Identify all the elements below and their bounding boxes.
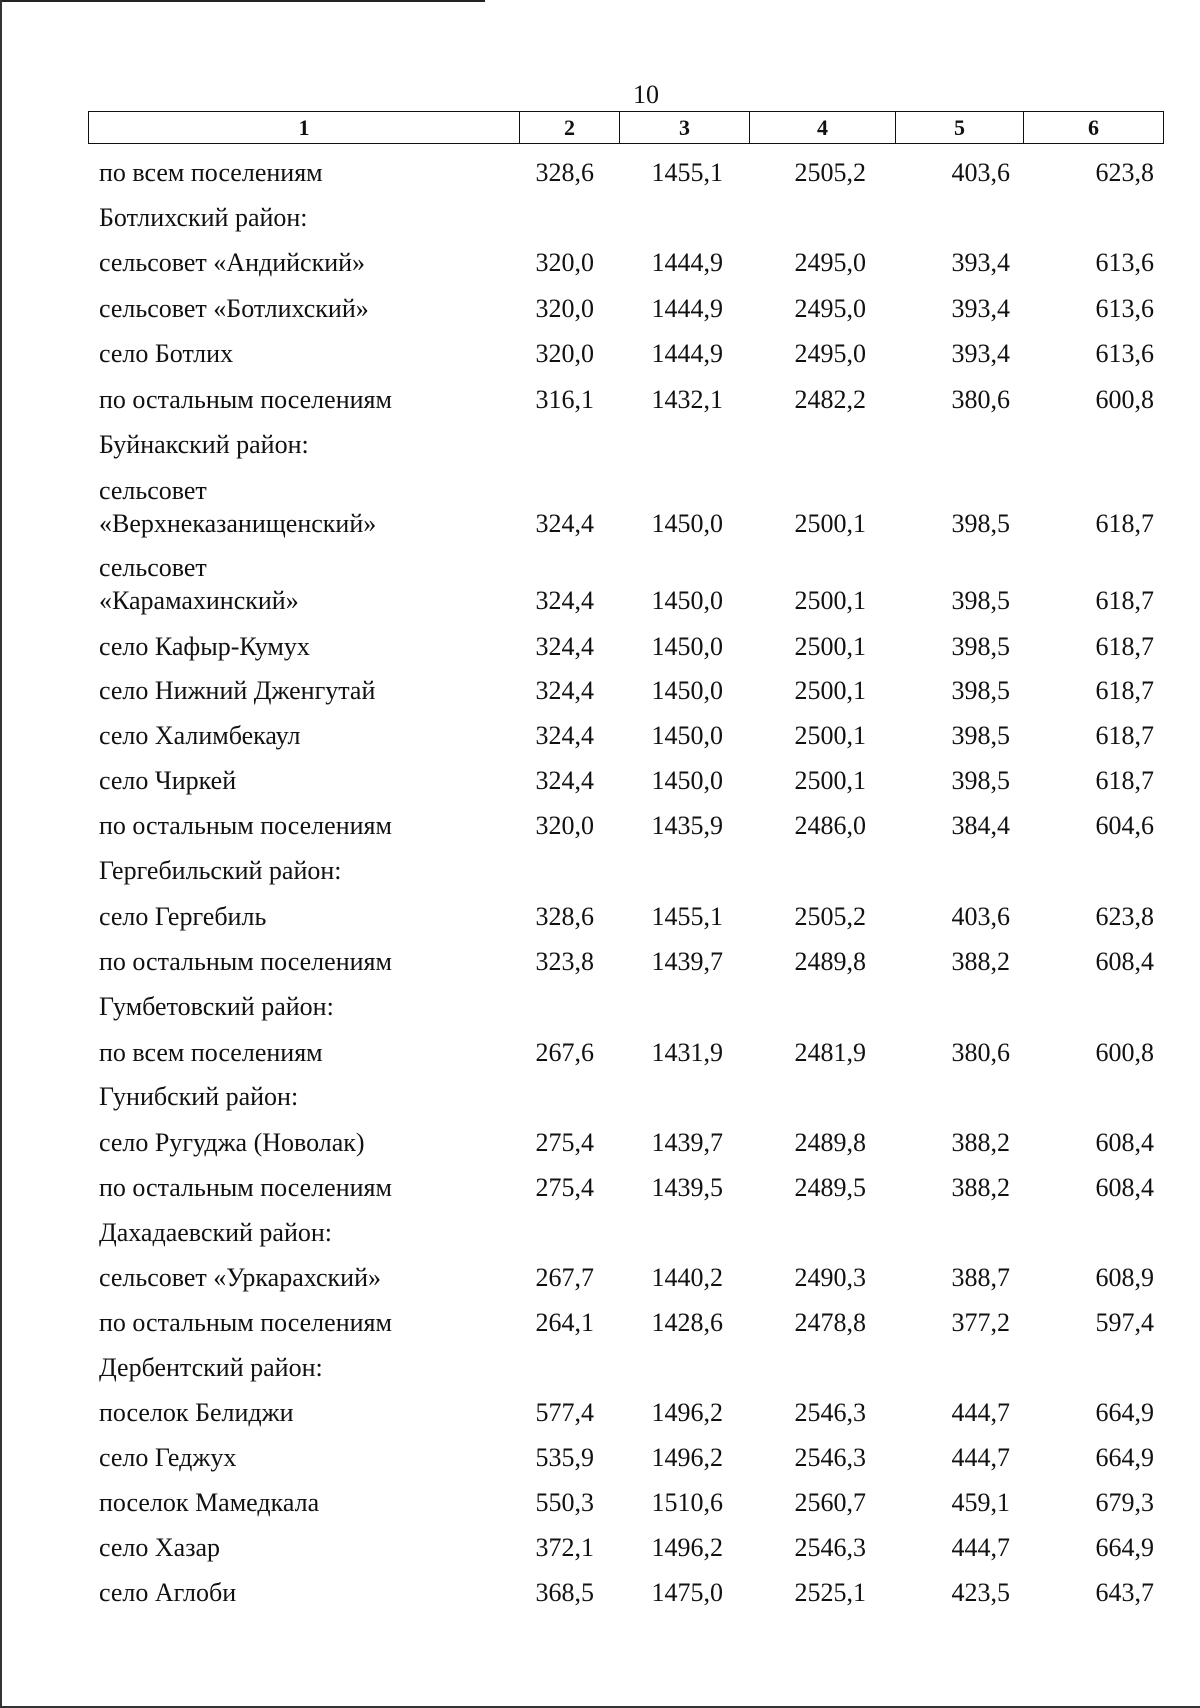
cell-col6: 618,7 <box>1095 509 1154 538</box>
cell-col4: 2546,3 <box>794 1443 866 1472</box>
cell-col5: 380,6 <box>951 1038 1010 1067</box>
cell-col6: 618,7 <box>1095 632 1154 661</box>
cell-col4: 2495,0 <box>794 339 866 368</box>
table-row <box>0 1396 1200 1430</box>
cell-col6: 679,3 <box>1095 1488 1154 1517</box>
cell-col5: 393,4 <box>951 248 1010 277</box>
cell-col5: 393,4 <box>951 339 1010 368</box>
cell-col2: 324,4 <box>535 632 594 661</box>
cell-col6: 600,8 <box>1095 385 1154 414</box>
row-label: по остальным поселениям <box>99 1173 392 1202</box>
cell-col6: 623,8 <box>1095 158 1154 187</box>
cell-col2: 323,8 <box>535 947 594 976</box>
table-row <box>0 1261 1200 1295</box>
table-row <box>0 156 1200 190</box>
cell-col4: 2500,1 <box>794 586 866 615</box>
row-label: село Кафыр-Кумух <box>99 632 310 661</box>
column-header-row <box>89 112 1164 144</box>
cell-col4: 2495,0 <box>794 294 866 323</box>
cell-col2: 267,6 <box>535 1038 594 1067</box>
row-label: село Ругуджа (Новолак) <box>99 1128 365 1157</box>
table-row <box>0 764 1200 798</box>
cell-col4: 2500,1 <box>794 766 866 795</box>
table-row <box>0 1531 1200 1565</box>
table-row <box>0 1171 1200 1205</box>
cell-col5: 459,1 <box>951 1488 1010 1517</box>
row-label: поселок Белиджи <box>99 1398 294 1427</box>
district-heading: Гунибский район: <box>99 1082 299 1111</box>
cell-col2: 320,0 <box>535 248 594 277</box>
cell-col2: 368,5 <box>535 1578 594 1607</box>
district-heading-row <box>0 990 1200 1024</box>
table-row <box>0 551 1200 619</box>
table-row <box>0 1126 1200 1160</box>
cell-col5: 403,6 <box>951 158 1010 187</box>
row-label: по остальным поселениям <box>99 385 392 414</box>
cell-col3: 1450,0 <box>651 509 723 538</box>
row-label: село Хазар <box>99 1533 220 1562</box>
column-header-1: 1 <box>89 112 520 144</box>
cell-col3: 1450,0 <box>651 676 723 705</box>
row-label: село Ботлих <box>99 339 234 368</box>
scan-edge-top <box>0 0 485 2</box>
cell-col4: 2500,1 <box>794 676 866 705</box>
cell-col2: 320,0 <box>535 811 594 840</box>
cell-col3: 1439,7 <box>651 1128 723 1157</box>
table-row <box>0 1306 1200 1340</box>
cell-col3: 1444,9 <box>651 339 723 368</box>
cell-col6: 613,6 <box>1095 248 1154 277</box>
column-header-6: 6 <box>1024 112 1164 144</box>
cell-col3: 1455,1 <box>651 902 723 931</box>
column-header-table <box>88 111 1164 144</box>
table-row <box>0 1486 1200 1520</box>
district-heading-row <box>0 1216 1200 1250</box>
cell-col2: 275,4 <box>535 1128 594 1157</box>
cell-col4: 2525,1 <box>794 1578 866 1607</box>
cell-col5: 398,5 <box>951 586 1010 615</box>
cell-col3: 1496,2 <box>651 1443 723 1472</box>
cell-col6: 600,8 <box>1095 1038 1154 1067</box>
cell-col4: 2478,8 <box>794 1308 866 1337</box>
cell-col6: 608,4 <box>1095 1173 1154 1202</box>
row-label: село Нижний Дженгутай <box>99 676 376 705</box>
cell-col2: 577,4 <box>535 1398 594 1427</box>
cell-col5: 398,5 <box>951 676 1010 705</box>
cell-col3: 1450,0 <box>651 721 723 750</box>
row-label: по остальным поселениям <box>99 1308 392 1337</box>
cell-col4: 2490,3 <box>794 1263 866 1292</box>
table-row <box>0 809 1200 843</box>
cell-col3: 1510,6 <box>651 1488 723 1517</box>
cell-col4: 2481,9 <box>794 1038 866 1067</box>
cell-col3: 1496,2 <box>651 1533 723 1562</box>
cell-col6: 618,7 <box>1095 766 1154 795</box>
district-heading: Гумбетовский район: <box>99 992 334 1021</box>
table-row <box>0 337 1200 371</box>
cell-col2: 324,4 <box>535 509 594 538</box>
cell-col2: 324,4 <box>535 676 594 705</box>
table-row <box>0 719 1200 753</box>
cell-col6: 664,9 <box>1095 1533 1154 1562</box>
cell-col4: 2486,0 <box>794 811 866 840</box>
cell-col2: 267,7 <box>535 1263 594 1292</box>
row-label: село Чиркей <box>99 766 237 795</box>
cell-col5: 398,5 <box>951 632 1010 661</box>
cell-col6: 623,8 <box>1095 902 1154 931</box>
cell-col3: 1496,2 <box>651 1398 723 1427</box>
table-row <box>0 1441 1200 1475</box>
cell-col2: 372,1 <box>535 1533 594 1562</box>
cell-col2: 324,4 <box>535 766 594 795</box>
cell-col5: 388,2 <box>951 947 1010 976</box>
row-label: по всем поселениям <box>99 1038 323 1067</box>
cell-col3: 1439,7 <box>651 947 723 976</box>
cell-col4: 2500,1 <box>794 721 866 750</box>
cell-col6: 604,6 <box>1095 811 1154 840</box>
cell-col2: 320,0 <box>535 294 594 323</box>
cell-col2: 535,9 <box>535 1443 594 1472</box>
cell-col2: 320,0 <box>535 339 594 368</box>
row-label-line2: «Верхнеказанищенский» <box>99 509 377 538</box>
cell-col4: 2489,5 <box>794 1173 866 1202</box>
table-row <box>0 383 1200 417</box>
cell-col6: 618,7 <box>1095 721 1154 750</box>
table-row <box>0 474 1200 542</box>
cell-col6: 618,7 <box>1095 586 1154 615</box>
row-label: село Геджух <box>99 1443 237 1472</box>
cell-col3: 1439,5 <box>651 1173 723 1202</box>
cell-col4: 2489,8 <box>794 947 866 976</box>
district-heading-row <box>0 854 1200 888</box>
cell-col6: 613,6 <box>1095 339 1154 368</box>
cell-col4: 2500,1 <box>794 632 866 661</box>
row-label: по остальным поселениям <box>99 811 392 840</box>
row-label: сельсовет «Уркарахский» <box>99 1263 381 1292</box>
cell-col3: 1475,0 <box>651 1578 723 1607</box>
table-row <box>0 945 1200 979</box>
page-number: 10 <box>633 80 659 109</box>
cell-col5: 423,5 <box>951 1578 1010 1607</box>
row-label: сельсовет «Андийский» <box>99 248 366 277</box>
district-heading-row <box>0 201 1200 235</box>
row-label: по всем поселениям <box>99 158 323 187</box>
district-heading: Ботлихский район: <box>99 203 308 232</box>
cell-col3: 1444,9 <box>651 294 723 323</box>
row-label: село Халимбекаул <box>99 721 301 750</box>
cell-col4: 2546,3 <box>794 1533 866 1562</box>
cell-col5: 393,4 <box>951 294 1010 323</box>
row-label: сельсовет «Ботлихский» <box>99 294 369 323</box>
cell-col5: 444,7 <box>951 1533 1010 1562</box>
cell-col4: 2505,2 <box>794 158 866 187</box>
table-row <box>0 1576 1200 1610</box>
cell-col2: 550,3 <box>535 1488 594 1517</box>
table-row <box>0 630 1200 664</box>
cell-col5: 388,2 <box>951 1128 1010 1157</box>
cell-col4: 2560,7 <box>794 1488 866 1517</box>
column-header-2: 2 <box>520 112 620 144</box>
cell-col4: 2495,0 <box>794 248 866 277</box>
cell-col3: 1440,2 <box>651 1263 723 1292</box>
cell-col6: 597,4 <box>1095 1308 1154 1337</box>
cell-col3: 1432,1 <box>651 385 723 414</box>
table-row <box>0 1036 1200 1070</box>
cell-col6: 664,9 <box>1095 1398 1154 1427</box>
cell-col4: 2489,8 <box>794 1128 866 1157</box>
column-header-4: 4 <box>750 112 896 144</box>
cell-col3: 1431,9 <box>651 1038 723 1067</box>
cell-col3: 1444,9 <box>651 248 723 277</box>
cell-col5: 398,5 <box>951 766 1010 795</box>
cell-col5: 377,2 <box>951 1308 1010 1337</box>
table-row <box>0 900 1200 934</box>
cell-col5: 398,5 <box>951 509 1010 538</box>
cell-col5: 380,6 <box>951 385 1010 414</box>
cell-col5: 398,5 <box>951 721 1010 750</box>
district-heading: Буйнакский район: <box>99 430 309 459</box>
cell-col6: 618,7 <box>1095 676 1154 705</box>
cell-col2: 324,4 <box>535 721 594 750</box>
cell-col5: 384,4 <box>951 811 1010 840</box>
cell-col6: 608,9 <box>1095 1263 1154 1292</box>
row-label: по остальным поселениям <box>99 947 392 976</box>
row-label: село Гергебиль <box>99 902 267 931</box>
table-row <box>0 674 1200 708</box>
cell-col6: 608,4 <box>1095 1128 1154 1157</box>
column-header-5: 5 <box>896 112 1024 144</box>
cell-col3: 1450,0 <box>651 766 723 795</box>
cell-col3: 1428,6 <box>651 1308 723 1337</box>
cell-col5: 444,7 <box>951 1443 1010 1472</box>
cell-col5: 403,6 <box>951 902 1010 931</box>
table-row <box>0 246 1200 280</box>
column-header-3: 3 <box>620 112 750 144</box>
cell-col2: 264,1 <box>535 1308 594 1337</box>
district-heading: Дахадаевский район: <box>99 1218 332 1247</box>
cell-col2: 328,6 <box>535 158 594 187</box>
district-heading-row <box>0 428 1200 462</box>
cell-col5: 388,7 <box>951 1263 1010 1292</box>
cell-col4: 2500,1 <box>794 509 866 538</box>
cell-col3: 1435,9 <box>651 811 723 840</box>
cell-col2: 328,6 <box>535 902 594 931</box>
cell-col6: 664,9 <box>1095 1443 1154 1472</box>
row-label: село Аглоби <box>99 1578 237 1607</box>
cell-col2: 316,1 <box>535 385 594 414</box>
district-heading: Гергебильский район: <box>99 856 342 885</box>
district-heading: Дербентский район: <box>99 1353 323 1382</box>
row-label-line1: сельсовет <box>99 553 207 582</box>
cell-col3: 1450,0 <box>651 632 723 661</box>
cell-col5: 388,2 <box>951 1173 1010 1202</box>
cell-col6: 643,7 <box>1095 1578 1154 1607</box>
cell-col6: 608,4 <box>1095 947 1154 976</box>
row-label: поселок Мамедкала <box>99 1488 320 1517</box>
row-label-line2: «Карамахинский» <box>99 586 299 615</box>
cell-col4: 2505,2 <box>794 902 866 931</box>
table-row <box>0 292 1200 326</box>
district-heading-row <box>0 1351 1200 1385</box>
cell-col2: 275,4 <box>535 1173 594 1202</box>
cell-col4: 2482,2 <box>794 385 866 414</box>
cell-col4: 2546,3 <box>794 1398 866 1427</box>
cell-col3: 1450,0 <box>651 586 723 615</box>
cell-col2: 324,4 <box>535 586 594 615</box>
cell-col3: 1455,1 <box>651 158 723 187</box>
cell-col5: 444,7 <box>951 1398 1010 1427</box>
row-label-line1: сельсовет <box>99 476 207 505</box>
district-heading-row <box>0 1080 1200 1114</box>
cell-col6: 613,6 <box>1095 294 1154 323</box>
